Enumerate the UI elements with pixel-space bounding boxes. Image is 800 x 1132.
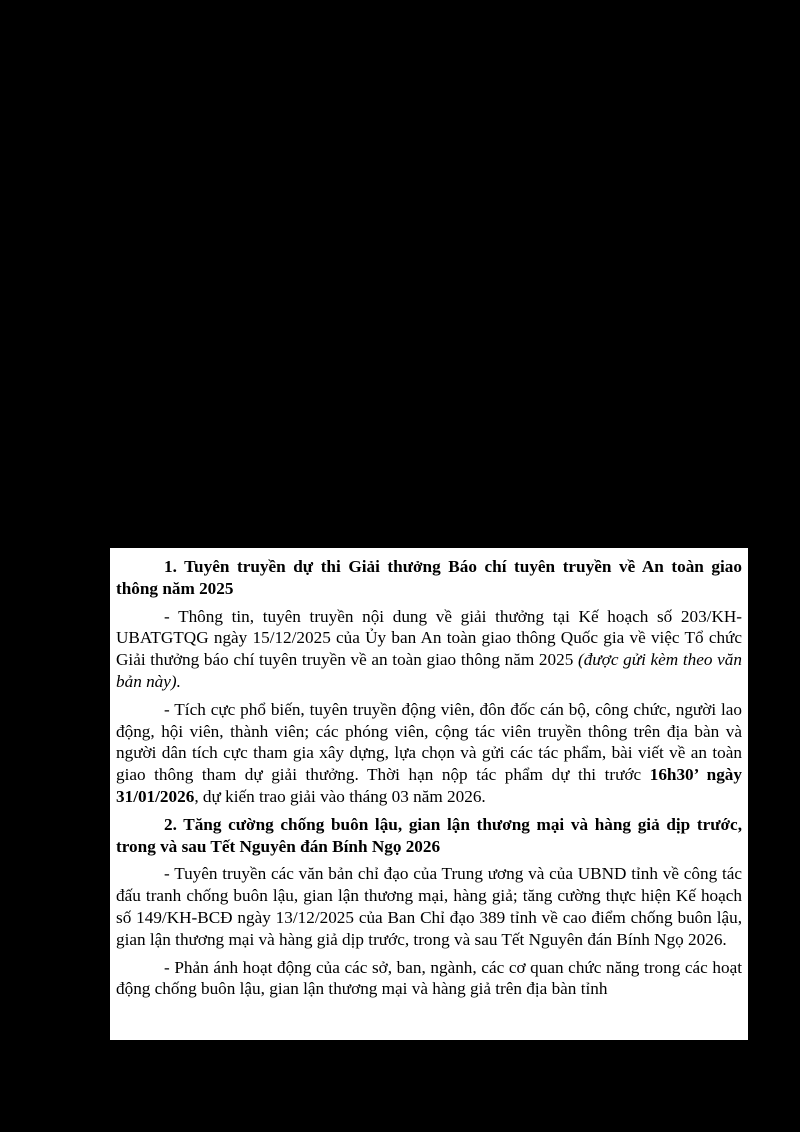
section-1-paragraph-1-text: - Thông tin, tuyên truyền nội dung về giải thưởng tại Kế hoạch số 203/KH-UBATGTQG ngày 15/12/2025 của Ủy ban An toàn giao thông Quốc gia về việc Tổ chức Giải thưởng báo chí tuyên truyền về an toàn giao thông năm 2025 bbox=[116, 606, 742, 670]
section-1-deadline: 16h30’ ngày 31/01/2026 bbox=[116, 765, 742, 806]
section-2-heading: 2. Tăng cường chống buôn lậu, gian lận thương mại và hàng giả dịp trước, trong và sau Tết Nguyên đán Bính Ngọ 2026 bbox=[116, 814, 742, 856]
section-1-paragraph-2-tail: , dự kiến trao giải vào tháng 03 năm 2026. bbox=[194, 786, 486, 806]
section-1-paragraph-2 bbox=[116, 699, 742, 808]
section-1-paragraph-1 bbox=[116, 606, 742, 693]
section-2-paragraph-1: - Tuyên truyền các văn bản chỉ đạo của Trung ương và của UBND tỉnh về công tác đấu tranh chống buôn lậu, gian lận thương mại, hàng giả; tăng cường thực hiện Kế hoạch số 149/KH-BCĐ ngày 13/12/2025 của Ban Chỉ đạo 389 tỉnh về cao điểm chống buôn lậu, gian lận thương mại và hàng giả dịp trước, trong và sau Tết Nguyên đán Bính Ngọ 2026. bbox=[116, 864, 742, 949]
document-excerpt bbox=[110, 548, 748, 1040]
section-1-paragraph-2-text: - Tích cực phổ biến, tuyên truyền động viên, đôn đốc cán bộ, công chức, người lao động, hội viên, thành viên; các phóng viên, cộng tác viên truyền thông trên địa bàn và người dân tích cực tham gia xây dựng, lựa chọn và gửi các tác phẩm, bài viết về an toàn giao thông tham dự giải thưởng. Thời hạn nộp tác phẩm dự thi trước bbox=[116, 699, 742, 785]
section-1-heading: 1. Tuyên truyền dự thi Giải thưởng Báo chí tuyên truyền về An toàn giao thông năm 2025 bbox=[116, 557, 742, 598]
section-1-paragraph-1-italic-note: (được gửi kèm theo văn bản này). bbox=[116, 650, 742, 691]
section-2-paragraph-2: - Phản ánh hoạt động của các sở, ban, ngành, các cơ quan chức năng trong các hoạt động chống buôn lậu, gian lận thương mại và hàng giả trên địa bàn tỉnh bbox=[116, 957, 742, 999]
